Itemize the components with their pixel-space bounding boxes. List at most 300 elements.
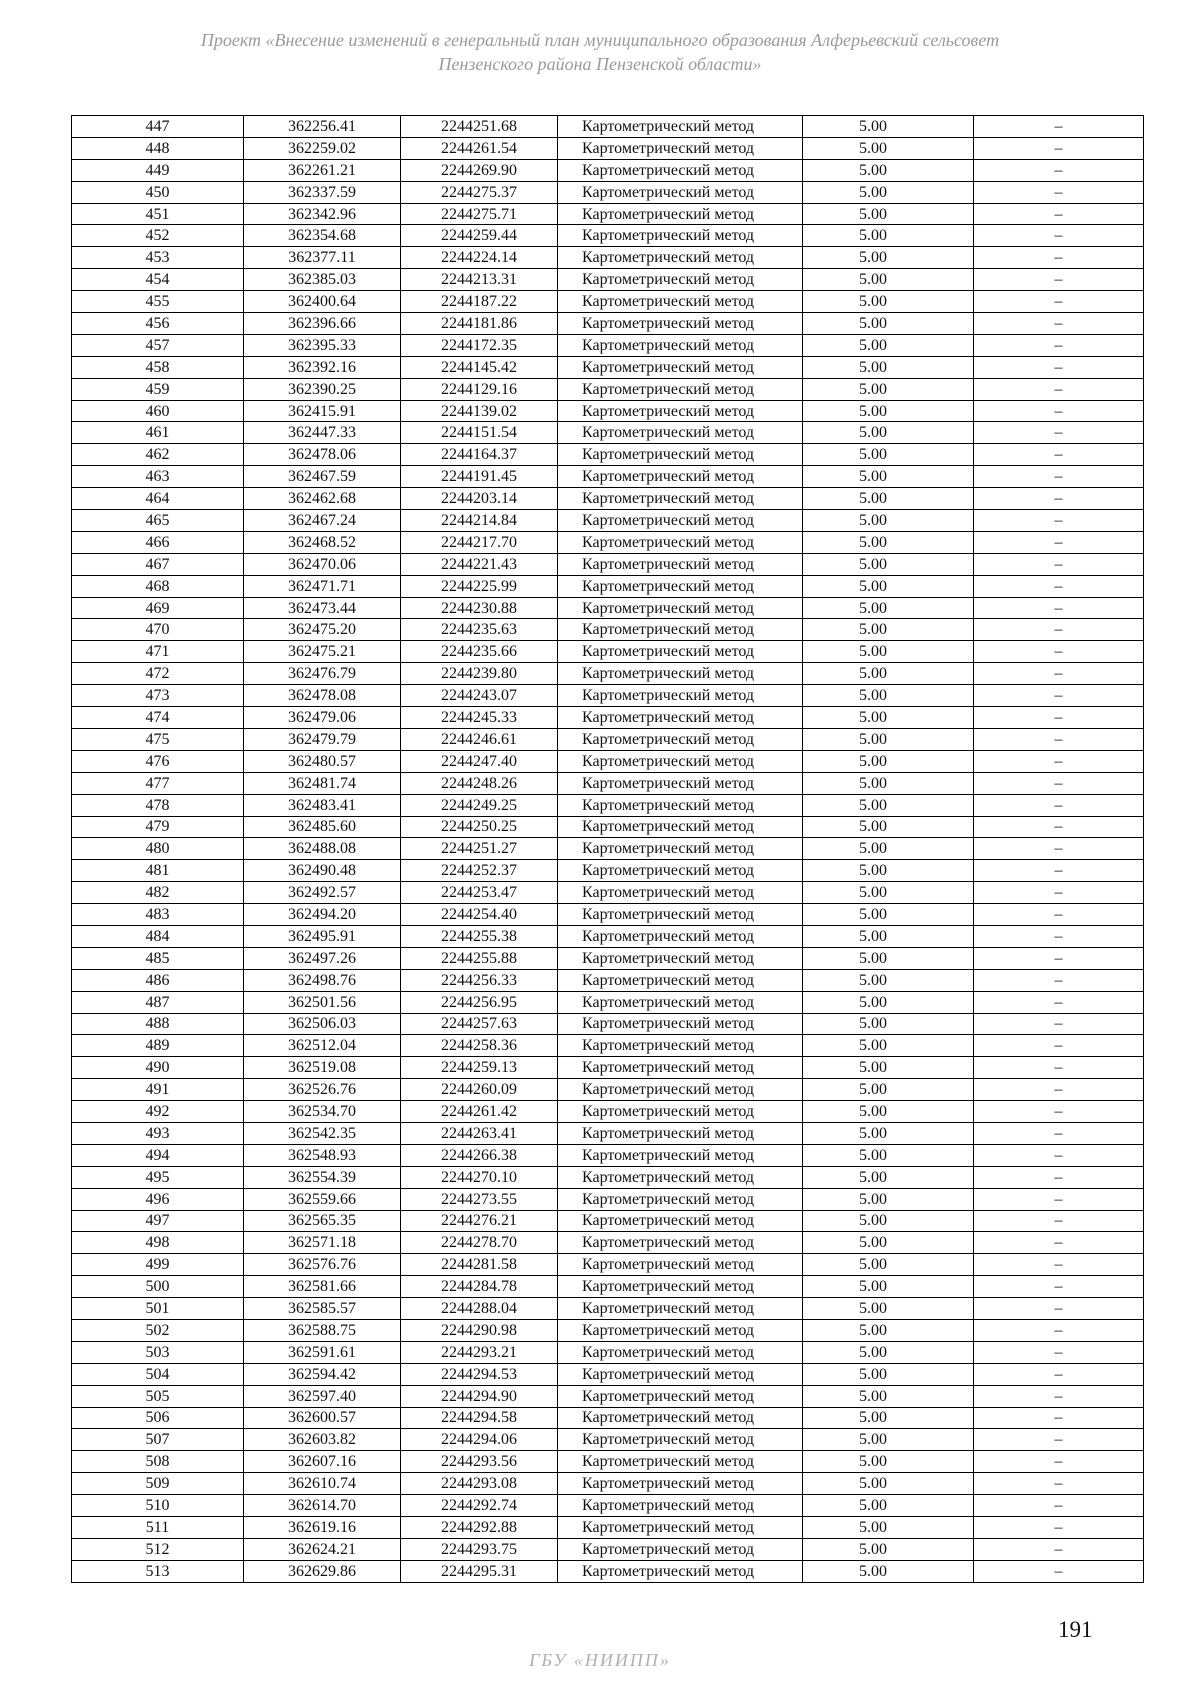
note-cell: – <box>974 334 1144 356</box>
note-cell: – <box>974 1319 1144 1341</box>
y-coordinate-cell: 2244181.86 <box>401 313 558 335</box>
note-cell: – <box>974 466 1144 488</box>
x-coordinate-cell: 362512.04 <box>244 1035 401 1057</box>
table-row <box>72 991 1144 1013</box>
y-coordinate-cell: 2244294.06 <box>401 1429 558 1451</box>
table-row <box>72 247 1144 269</box>
point-number-cell: 499 <box>72 1254 244 1276</box>
table-row <box>72 553 1144 575</box>
x-coordinate-cell: 362342.96 <box>244 203 401 225</box>
point-number-cell: 504 <box>72 1363 244 1385</box>
accuracy-cell: 5.00 <box>803 1079 974 1101</box>
accuracy-cell: 5.00 <box>803 685 974 707</box>
note-cell: – <box>974 1188 1144 1210</box>
method-cell: Картометрический метод <box>558 904 803 926</box>
note-cell: – <box>974 269 1144 291</box>
note-cell: – <box>974 137 1144 159</box>
x-coordinate-cell: 362478.06 <box>244 444 401 466</box>
table-row <box>72 1013 1144 1035</box>
method-cell: Картометрический метод <box>558 1188 803 1210</box>
method-cell: Картометрический метод <box>558 1560 803 1582</box>
table-row <box>72 772 1144 794</box>
accuracy-cell: 5.00 <box>803 466 974 488</box>
point-number-cell: 468 <box>72 575 244 597</box>
accuracy-cell: 5.00 <box>803 750 974 772</box>
note-cell: – <box>974 181 1144 203</box>
point-number-cell: 494 <box>72 1144 244 1166</box>
point-number-cell: 452 <box>72 225 244 247</box>
point-number-cell: 503 <box>72 1341 244 1363</box>
table-row <box>72 1057 1144 1079</box>
y-coordinate-cell: 2244259.13 <box>401 1057 558 1079</box>
y-coordinate-cell: 2244239.80 <box>401 663 558 685</box>
method-cell: Картометрический метод <box>558 1538 803 1560</box>
accuracy-cell: 5.00 <box>803 663 974 685</box>
method-cell: Картометрический метод <box>558 553 803 575</box>
y-coordinate-cell: 2244270.10 <box>401 1166 558 1188</box>
method-cell: Картометрический метод <box>558 1385 803 1407</box>
table-row <box>72 466 1144 488</box>
method-cell: Картометрический метод <box>558 728 803 750</box>
table-row <box>72 685 1144 707</box>
table-row <box>72 969 1144 991</box>
coordinates-table <box>71 115 1144 1583</box>
note-cell: – <box>974 1057 1144 1079</box>
accuracy-cell: 5.00 <box>803 269 974 291</box>
note-cell: – <box>974 1276 1144 1298</box>
point-number-cell: 476 <box>72 750 244 772</box>
x-coordinate-cell: 362576.76 <box>244 1254 401 1276</box>
x-coordinate-cell: 362488.08 <box>244 838 401 860</box>
y-coordinate-cell: 2244281.58 <box>401 1254 558 1276</box>
method-cell: Картометрический метод <box>558 1122 803 1144</box>
x-coordinate-cell: 362467.24 <box>244 510 401 532</box>
accuracy-cell: 5.00 <box>803 1407 974 1429</box>
note-cell: – <box>974 947 1144 969</box>
method-cell: Картометрический метод <box>558 750 803 772</box>
note-cell: – <box>974 575 1144 597</box>
table-row <box>72 269 1144 291</box>
method-cell: Картометрический метод <box>558 882 803 904</box>
note-cell: – <box>974 1473 1144 1495</box>
y-coordinate-cell: 2244259.44 <box>401 225 558 247</box>
x-coordinate-cell: 362497.26 <box>244 947 401 969</box>
method-cell: Картометрический метод <box>558 707 803 729</box>
accuracy-cell: 5.00 <box>803 575 974 597</box>
y-coordinate-cell: 2244255.88 <box>401 947 558 969</box>
table-row <box>72 378 1144 400</box>
point-number-cell: 463 <box>72 466 244 488</box>
note-cell: – <box>974 1363 1144 1385</box>
y-coordinate-cell: 2244249.25 <box>401 794 558 816</box>
x-coordinate-cell: 362506.03 <box>244 1013 401 1035</box>
note-cell: – <box>974 882 1144 904</box>
accuracy-cell: 5.00 <box>803 225 974 247</box>
y-coordinate-cell: 2244295.31 <box>401 1560 558 1582</box>
method-cell: Картометрический метод <box>558 1319 803 1341</box>
accuracy-cell: 5.00 <box>803 816 974 838</box>
note-cell: – <box>974 1013 1144 1035</box>
y-coordinate-cell: 2244256.33 <box>401 969 558 991</box>
accuracy-cell: 5.00 <box>803 969 974 991</box>
x-coordinate-cell: 362481.74 <box>244 772 401 794</box>
table-row <box>72 1144 1144 1166</box>
method-cell: Картометрический метод <box>558 1035 803 1057</box>
method-cell: Картометрический метод <box>558 685 803 707</box>
x-coordinate-cell: 362476.79 <box>244 663 401 685</box>
table-row <box>72 510 1144 532</box>
y-coordinate-cell: 2244245.33 <box>401 707 558 729</box>
method-cell: Картометрический метод <box>558 575 803 597</box>
method-cell: Картометрический метод <box>558 619 803 641</box>
note-cell: – <box>974 203 1144 225</box>
note-cell: – <box>974 1166 1144 1188</box>
point-number-cell: 469 <box>72 597 244 619</box>
page-number: 191 <box>1058 1617 1093 1642</box>
point-number-cell: 496 <box>72 1188 244 1210</box>
x-coordinate-cell: 362447.33 <box>244 422 401 444</box>
accuracy-cell: 5.00 <box>803 1560 974 1582</box>
accuracy-cell: 5.00 <box>803 1254 974 1276</box>
method-cell: Картометрический метод <box>558 1495 803 1517</box>
accuracy-cell: 5.00 <box>803 203 974 225</box>
x-coordinate-cell: 362619.16 <box>244 1517 401 1539</box>
y-coordinate-cell: 2244243.07 <box>401 685 558 707</box>
table-row <box>72 1517 1144 1539</box>
note-cell: – <box>974 1232 1144 1254</box>
x-coordinate-cell: 362415.91 <box>244 400 401 422</box>
point-number-cell: 460 <box>72 400 244 422</box>
point-number-cell: 510 <box>72 1495 244 1517</box>
note-cell: – <box>974 1210 1144 1232</box>
y-coordinate-cell: 2244252.37 <box>401 860 558 882</box>
y-coordinate-cell: 2244269.90 <box>401 159 558 181</box>
note-cell: – <box>974 816 1144 838</box>
point-number-cell: 451 <box>72 203 244 225</box>
accuracy-cell: 5.00 <box>803 1035 974 1057</box>
point-number-cell: 481 <box>72 860 244 882</box>
note-cell: – <box>974 225 1144 247</box>
x-coordinate-cell: 362390.25 <box>244 378 401 400</box>
method-cell: Картометрический метод <box>558 663 803 685</box>
table-row <box>72 334 1144 356</box>
note-cell: – <box>974 1122 1144 1144</box>
y-coordinate-cell: 2244288.04 <box>401 1298 558 1320</box>
point-number-cell: 498 <box>72 1232 244 1254</box>
note-cell: – <box>974 904 1144 926</box>
method-cell: Картометрический метод <box>558 334 803 356</box>
note-cell: – <box>974 291 1144 313</box>
table-row <box>72 838 1144 860</box>
note-cell: – <box>974 1407 1144 1429</box>
point-number-cell: 483 <box>72 904 244 926</box>
y-coordinate-cell: 2244261.42 <box>401 1101 558 1123</box>
point-number-cell: 457 <box>72 334 244 356</box>
note-cell: – <box>974 838 1144 860</box>
note-cell: – <box>974 313 1144 335</box>
method-cell: Картометрический метод <box>558 159 803 181</box>
point-number-cell: 484 <box>72 925 244 947</box>
method-cell: Картометрический метод <box>558 531 803 553</box>
y-coordinate-cell: 2244203.14 <box>401 488 558 510</box>
header-line-2: Пензенского района Пензенской области» <box>438 54 762 74</box>
table-row <box>72 116 1144 138</box>
y-coordinate-cell: 2244250.25 <box>401 816 558 838</box>
note-cell: – <box>974 794 1144 816</box>
x-coordinate-cell: 362594.42 <box>244 1363 401 1385</box>
accuracy-cell: 5.00 <box>803 707 974 729</box>
accuracy-cell: 5.00 <box>803 400 974 422</box>
table-row <box>72 728 1144 750</box>
table-row <box>72 1166 1144 1188</box>
table-row <box>72 1298 1144 1320</box>
table-row <box>72 488 1144 510</box>
point-number-cell: 465 <box>72 510 244 532</box>
method-cell: Картометрический метод <box>558 1298 803 1320</box>
y-coordinate-cell: 2244273.55 <box>401 1188 558 1210</box>
table-row <box>72 1385 1144 1407</box>
note-cell: – <box>974 1144 1144 1166</box>
y-coordinate-cell: 2244187.22 <box>401 291 558 313</box>
table-row <box>72 1473 1144 1495</box>
accuracy-cell: 5.00 <box>803 1538 974 1560</box>
method-cell: Картометрический метод <box>558 422 803 444</box>
method-cell: Картометрический метод <box>558 181 803 203</box>
point-number-cell: 473 <box>72 685 244 707</box>
accuracy-cell: 5.00 <box>803 1495 974 1517</box>
method-cell: Картометрический метод <box>558 400 803 422</box>
table-row <box>72 1341 1144 1363</box>
x-coordinate-cell: 362495.91 <box>244 925 401 947</box>
accuracy-cell: 5.00 <box>803 1166 974 1188</box>
point-number-cell: 449 <box>72 159 244 181</box>
method-cell: Картометрический метод <box>558 269 803 291</box>
method-cell: Картометрический метод <box>558 1057 803 1079</box>
y-coordinate-cell: 2244258.36 <box>401 1035 558 1057</box>
y-coordinate-cell: 2244235.63 <box>401 619 558 641</box>
y-coordinate-cell: 2244255.38 <box>401 925 558 947</box>
table-row <box>72 663 1144 685</box>
x-coordinate-cell: 362542.35 <box>244 1122 401 1144</box>
accuracy-cell: 5.00 <box>803 991 974 1013</box>
accuracy-cell: 5.00 <box>803 1363 974 1385</box>
x-coordinate-cell: 362492.57 <box>244 882 401 904</box>
method-cell: Картометрический метод <box>558 1144 803 1166</box>
table-row <box>72 356 1144 378</box>
note-cell: – <box>974 1254 1144 1276</box>
method-cell: Картометрический метод <box>558 313 803 335</box>
y-coordinate-cell: 2244139.02 <box>401 400 558 422</box>
y-coordinate-cell: 2244294.90 <box>401 1385 558 1407</box>
y-coordinate-cell: 2244293.75 <box>401 1538 558 1560</box>
accuracy-cell: 5.00 <box>803 444 974 466</box>
x-coordinate-cell: 362483.41 <box>244 794 401 816</box>
accuracy-cell: 5.00 <box>803 1298 974 1320</box>
method-cell: Картометрический метод <box>558 969 803 991</box>
method-cell: Картометрический метод <box>558 794 803 816</box>
y-coordinate-cell: 2244214.84 <box>401 510 558 532</box>
y-coordinate-cell: 2244221.43 <box>401 553 558 575</box>
point-number-cell: 467 <box>72 553 244 575</box>
point-number-cell: 455 <box>72 291 244 313</box>
x-coordinate-cell: 362614.70 <box>244 1495 401 1517</box>
point-number-cell: 486 <box>72 969 244 991</box>
accuracy-cell: 5.00 <box>803 313 974 335</box>
point-number-cell: 480 <box>72 838 244 860</box>
accuracy-cell: 5.00 <box>803 356 974 378</box>
accuracy-cell: 5.00 <box>803 1517 974 1539</box>
y-coordinate-cell: 2244251.68 <box>401 116 558 138</box>
table-row <box>72 641 1144 663</box>
x-coordinate-cell: 362585.57 <box>244 1298 401 1320</box>
accuracy-cell: 5.00 <box>803 772 974 794</box>
table-row <box>72 400 1144 422</box>
point-number-cell: 497 <box>72 1210 244 1232</box>
note-cell: – <box>974 400 1144 422</box>
note-cell: – <box>974 422 1144 444</box>
accuracy-cell: 5.00 <box>803 904 974 926</box>
x-coordinate-cell: 362559.66 <box>244 1188 401 1210</box>
method-cell: Картометрический метод <box>558 641 803 663</box>
x-coordinate-cell: 362337.59 <box>244 181 401 203</box>
y-coordinate-cell: 2244247.40 <box>401 750 558 772</box>
table-row <box>72 181 1144 203</box>
y-coordinate-cell: 2244292.88 <box>401 1517 558 1539</box>
y-coordinate-cell: 2244251.27 <box>401 838 558 860</box>
point-number-cell: 482 <box>72 882 244 904</box>
y-coordinate-cell: 2244284.78 <box>401 1276 558 1298</box>
note-cell: – <box>974 488 1144 510</box>
y-coordinate-cell: 2244129.16 <box>401 378 558 400</box>
point-number-cell: 479 <box>72 816 244 838</box>
table-row <box>72 925 1144 947</box>
method-cell: Картометрический метод <box>558 466 803 488</box>
accuracy-cell: 5.00 <box>803 510 974 532</box>
x-coordinate-cell: 362396.66 <box>244 313 401 335</box>
y-coordinate-cell: 2244261.54 <box>401 137 558 159</box>
method-cell: Картометрический метод <box>558 860 803 882</box>
note-cell: – <box>974 619 1144 641</box>
y-coordinate-cell: 2244294.53 <box>401 1363 558 1385</box>
accuracy-cell: 5.00 <box>803 553 974 575</box>
table-row <box>72 444 1144 466</box>
accuracy-cell: 5.00 <box>803 488 974 510</box>
method-cell: Картометрический метод <box>558 1101 803 1123</box>
note-cell: – <box>974 1560 1144 1582</box>
table-row <box>72 1122 1144 1144</box>
point-number-cell: 477 <box>72 772 244 794</box>
table-row <box>72 291 1144 313</box>
method-cell: Картометрический метод <box>558 1407 803 1429</box>
x-coordinate-cell: 362600.57 <box>244 1407 401 1429</box>
point-number-cell: 502 <box>72 1319 244 1341</box>
accuracy-cell: 5.00 <box>803 1319 974 1341</box>
accuracy-cell: 5.00 <box>803 137 974 159</box>
point-number-cell: 508 <box>72 1451 244 1473</box>
x-coordinate-cell: 362395.33 <box>244 334 401 356</box>
accuracy-cell: 5.00 <box>803 1101 974 1123</box>
accuracy-cell: 5.00 <box>803 597 974 619</box>
y-coordinate-cell: 2244275.37 <box>401 181 558 203</box>
y-coordinate-cell: 2244263.41 <box>401 1122 558 1144</box>
table-row <box>72 794 1144 816</box>
table-row <box>72 882 1144 904</box>
table-row <box>72 1276 1144 1298</box>
accuracy-cell: 5.00 <box>803 1451 974 1473</box>
method-cell: Картометрический метод <box>558 203 803 225</box>
accuracy-cell: 5.00 <box>803 1210 974 1232</box>
note-cell: – <box>974 378 1144 400</box>
y-coordinate-cell: 2244293.56 <box>401 1451 558 1473</box>
x-coordinate-cell: 362591.61 <box>244 1341 401 1363</box>
table-row <box>72 1429 1144 1451</box>
point-number-cell: 456 <box>72 313 244 335</box>
table-row <box>72 1101 1144 1123</box>
y-coordinate-cell: 2244278.70 <box>401 1232 558 1254</box>
y-coordinate-cell: 2244256.95 <box>401 991 558 1013</box>
point-number-cell: 470 <box>72 619 244 641</box>
y-coordinate-cell: 2244257.63 <box>401 1013 558 1035</box>
table-row <box>72 1079 1144 1101</box>
note-cell: – <box>974 641 1144 663</box>
table-row <box>72 159 1144 181</box>
accuracy-cell: 5.00 <box>803 159 974 181</box>
point-number-cell: 478 <box>72 794 244 816</box>
table-row <box>72 619 1144 641</box>
method-cell: Картометрический метод <box>558 1013 803 1035</box>
method-cell: Картометрический метод <box>558 1429 803 1451</box>
method-cell: Картометрический метод <box>558 247 803 269</box>
accuracy-cell: 5.00 <box>803 291 974 313</box>
table-row <box>72 904 1144 926</box>
note-cell: – <box>974 116 1144 138</box>
method-cell: Картометрический метод <box>558 947 803 969</box>
y-coordinate-cell: 2244224.14 <box>401 247 558 269</box>
accuracy-cell: 5.00 <box>803 728 974 750</box>
y-coordinate-cell: 2244151.54 <box>401 422 558 444</box>
y-coordinate-cell: 2244293.08 <box>401 1473 558 1495</box>
table-row <box>72 947 1144 969</box>
y-coordinate-cell: 2244293.21 <box>401 1341 558 1363</box>
table-row <box>72 816 1144 838</box>
point-number-cell: 512 <box>72 1538 244 1560</box>
point-number-cell: 488 <box>72 1013 244 1035</box>
accuracy-cell: 5.00 <box>803 531 974 553</box>
note-cell: – <box>974 1495 1144 1517</box>
table-row <box>72 1254 1144 1276</box>
table-row <box>72 1232 1144 1254</box>
footer-watermark: ГБУ «НИИПП» <box>529 1650 671 1670</box>
method-cell: Картометрический метод <box>558 1363 803 1385</box>
accuracy-cell: 5.00 <box>803 641 974 663</box>
note-cell: – <box>974 356 1144 378</box>
accuracy-cell: 5.00 <box>803 860 974 882</box>
accuracy-cell: 5.00 <box>803 1276 974 1298</box>
note-cell: – <box>974 1429 1144 1451</box>
table-row <box>72 1495 1144 1517</box>
point-number-cell: 474 <box>72 707 244 729</box>
y-coordinate-cell: 2244172.35 <box>401 334 558 356</box>
note-cell: – <box>974 1451 1144 1473</box>
point-number-cell: 450 <box>72 181 244 203</box>
x-coordinate-cell: 362494.20 <box>244 904 401 926</box>
method-cell: Картометрический метод <box>558 1276 803 1298</box>
x-coordinate-cell: 362610.74 <box>244 1473 401 1495</box>
y-coordinate-cell: 2244213.31 <box>401 269 558 291</box>
x-coordinate-cell: 362385.03 <box>244 269 401 291</box>
x-coordinate-cell: 362471.71 <box>244 575 401 597</box>
point-number-cell: 490 <box>72 1057 244 1079</box>
